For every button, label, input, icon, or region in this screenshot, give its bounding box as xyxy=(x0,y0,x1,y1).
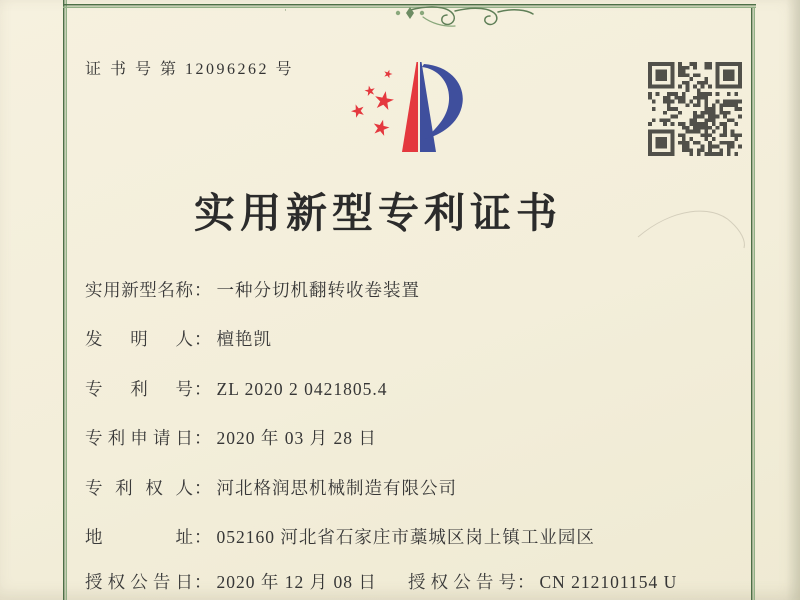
certificate-fields xyxy=(85,276,745,572)
scan-right-edge-shadow xyxy=(786,0,800,600)
field-value: ZL 2020 2 0421805.4 xyxy=(216,378,388,399)
field-value: 檀艳凯 xyxy=(216,329,272,350)
field-colon: ： xyxy=(194,572,212,592)
certificate-title: 实用新型专利证书 xyxy=(194,190,562,236)
certificate-number: 证 书 号 第 12096262 号 xyxy=(85,61,295,78)
field-label: 专利权人 xyxy=(85,477,193,498)
field-row-patentee xyxy=(85,474,745,502)
field-label: 授权公告号 xyxy=(408,572,516,592)
field-colon: ： xyxy=(194,378,212,399)
field-row-grant-date xyxy=(85,568,377,596)
field-label: 专利号 xyxy=(85,378,193,399)
field-value: 河北格润思机械制造有限公司 xyxy=(216,477,457,498)
field-colon: ： xyxy=(194,477,212,498)
field-row-address xyxy=(85,523,745,551)
qr-code xyxy=(648,62,742,156)
field-row-publication-number xyxy=(408,568,677,596)
field-label: 实用新型名称 xyxy=(85,280,193,300)
field-row-inventor xyxy=(85,325,745,353)
field-label: 授权公告日 xyxy=(85,572,193,592)
field-label: 专利申请日 xyxy=(85,428,193,449)
cnipa-patent-logo-icon xyxy=(338,56,472,174)
field-row-filing-date xyxy=(85,424,745,452)
field-row-patent-number xyxy=(85,375,745,403)
field-colon: ： xyxy=(194,329,212,350)
field-colon: ： xyxy=(194,428,212,449)
field-colon: ： xyxy=(517,572,535,592)
field-value: 052160 河北省石家庄市藁城区岗上镇工业园区 xyxy=(216,526,595,547)
field-label: 地址 xyxy=(85,526,193,547)
field-label: 发明人 xyxy=(85,329,193,350)
top-scroll-ornament-icon xyxy=(285,3,535,31)
field-value: CN 212101154 U xyxy=(539,572,678,592)
field-row-name xyxy=(85,276,745,304)
field-value: 一种分切机翻转收卷装置 xyxy=(216,280,420,300)
frame-right-border xyxy=(751,7,756,600)
field-value: 2020 年 12 月 08 日 xyxy=(216,572,377,592)
frame-left-border xyxy=(63,0,68,600)
field-value: 2020 年 03 月 28 日 xyxy=(216,428,377,449)
field-colon: ： xyxy=(194,526,212,547)
field-colon: ： xyxy=(194,280,212,300)
